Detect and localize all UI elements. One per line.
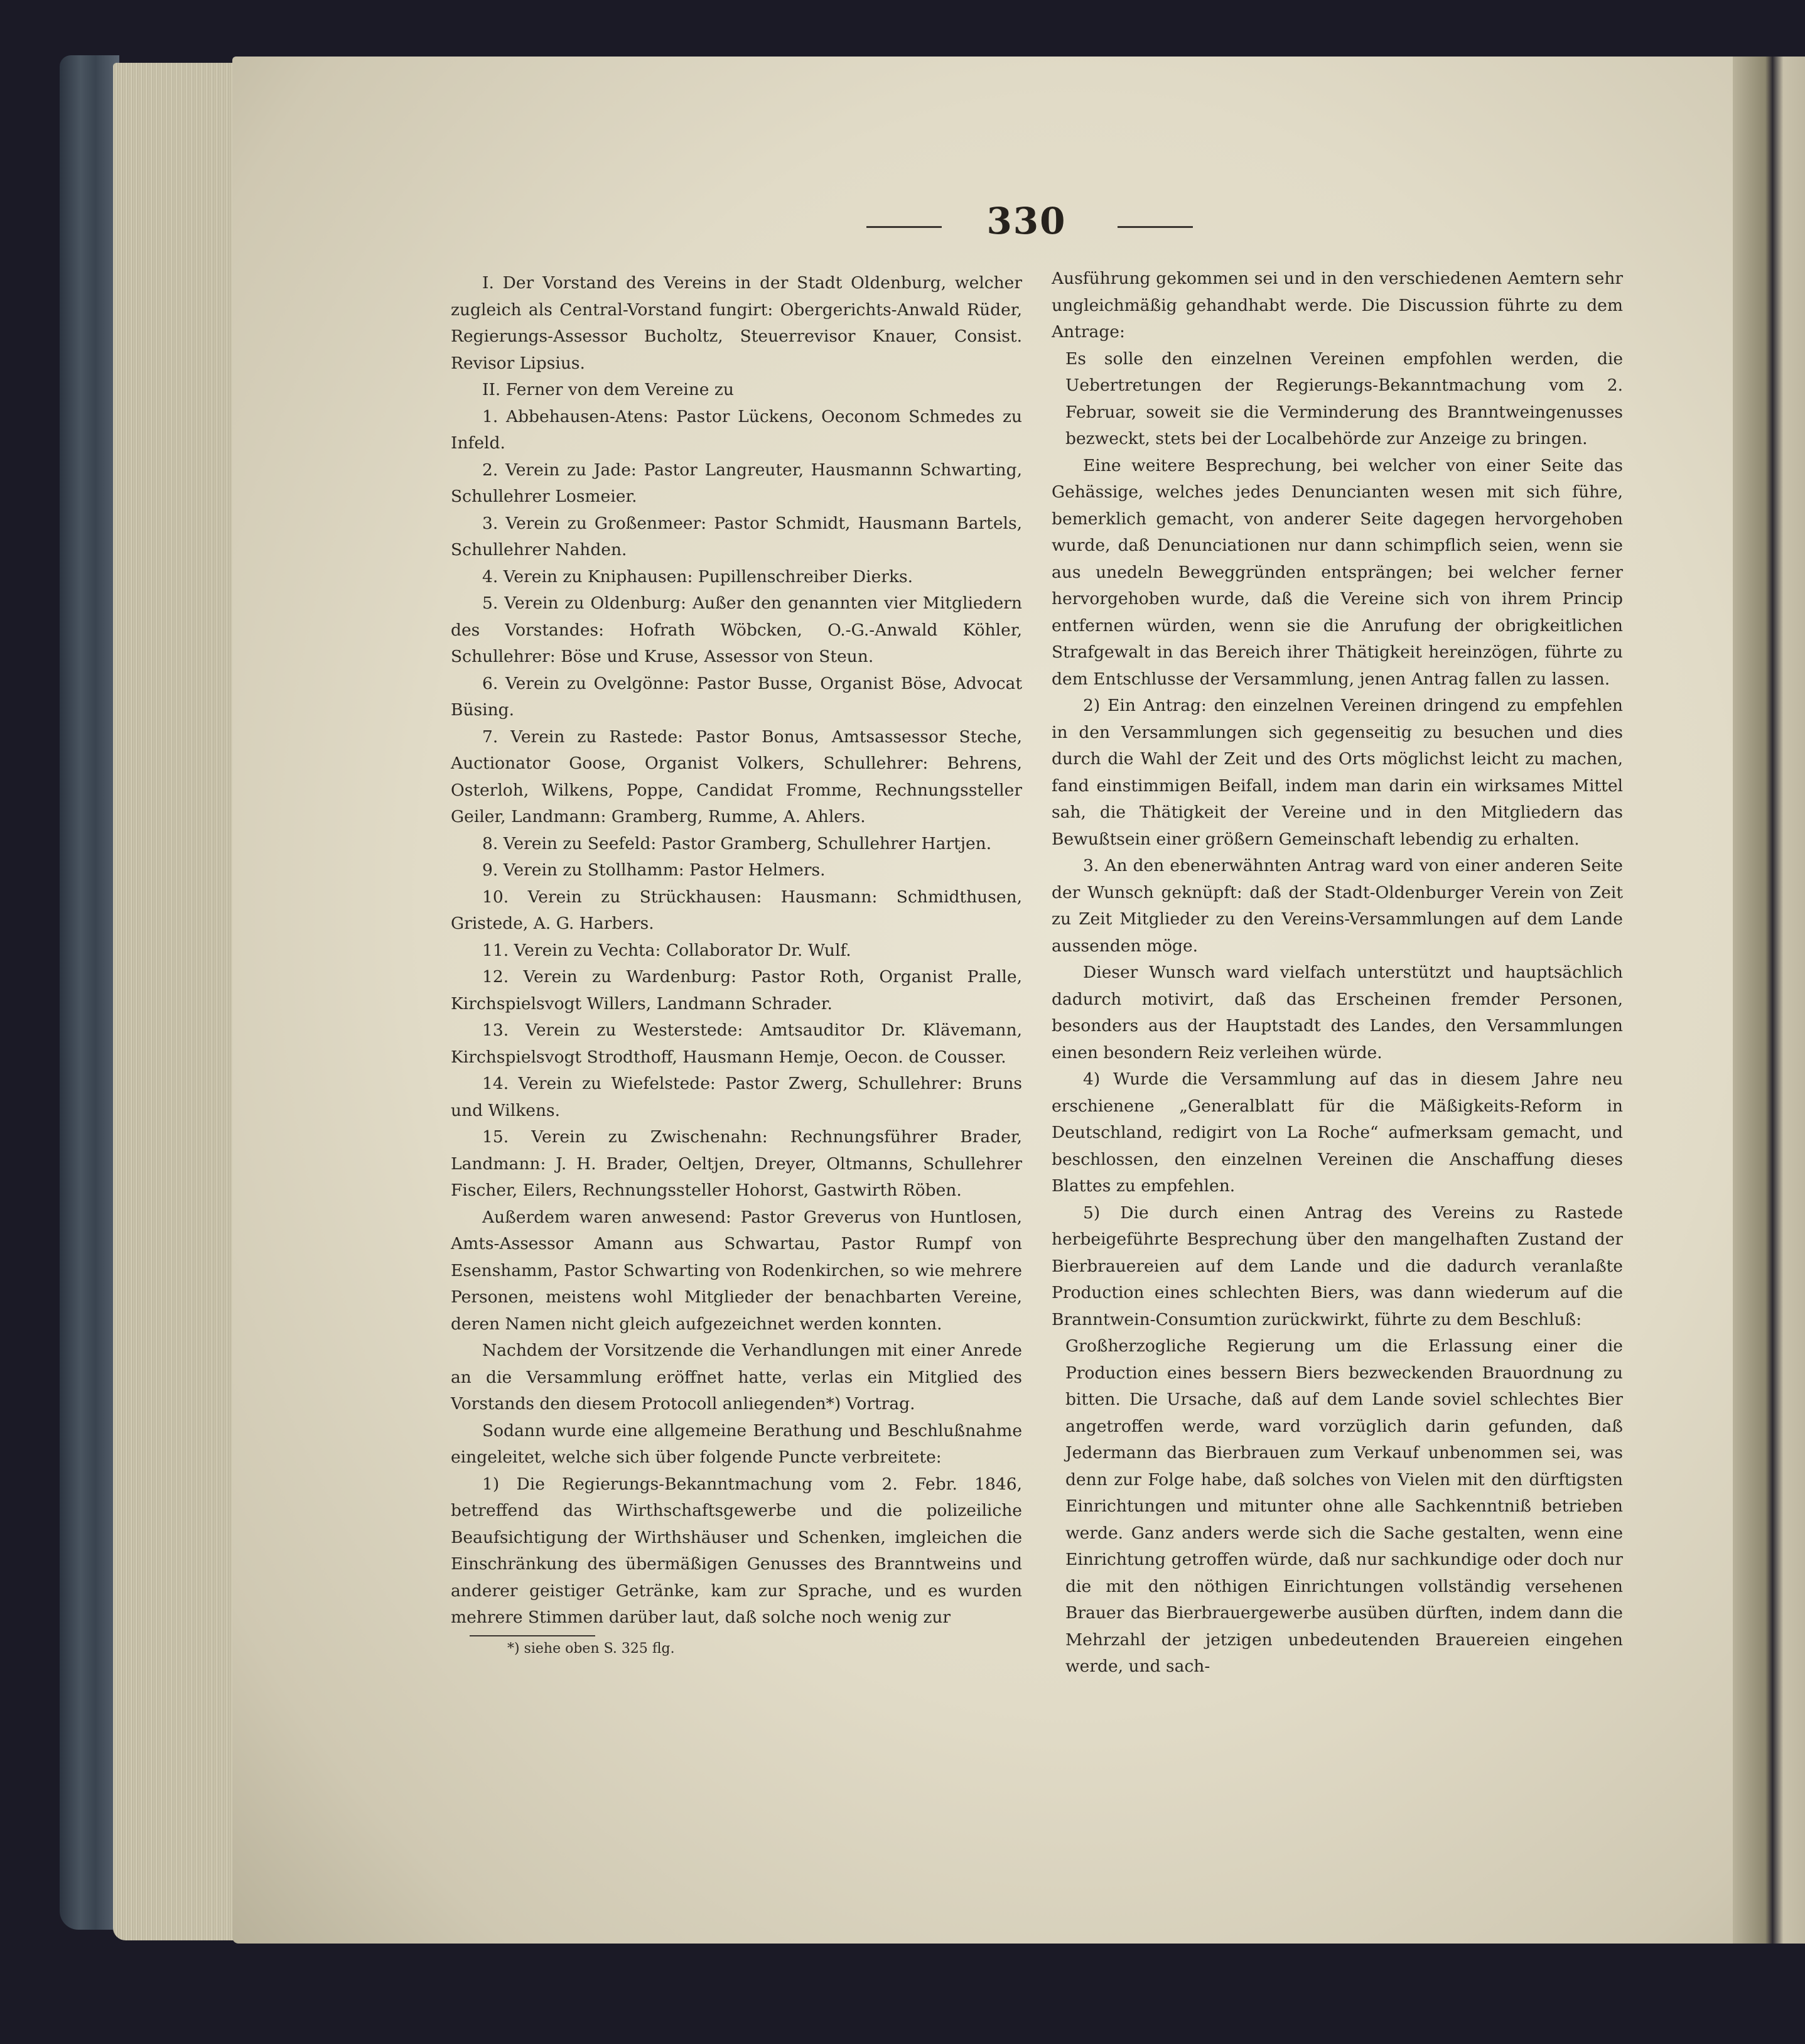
paragraph: 4) Wurde die Versammlung auf das in diesem Jahre neu erschienene „Generalblatt für die Mäßigkeits-Reform in Deutschland, redigirt von La Roche“ aufmerksam gemacht, und beschlossen, den einzelnen Vereinen die Anschaffung dieses Blattes zu empfehlen. (1052, 1069, 1623, 1196)
facing-page-gutter (1733, 57, 1805, 1944)
list-item: 15. Verein zu Zwischenahn: Rechnungsführer Brader, Landmann: J. H. Brader, Oeltjen, Dreyer, Oltmanns, Schullehrer Fischer, Eilers, Rechnungssteller Hohorst, Gastwirth Röben. (451, 1127, 1022, 1200)
list-item: 3. Verein zu Großenmeer: Pastor Schmidt, Hausmann Bartels, Schullehrer Nahden. (451, 513, 1022, 560)
paragraph: I. Der Vorstand des Vereins in der Stadt Oldenburg, welcher zugleich als Central-Vorstand fungirt: Obergerichts-Anwald Rüder, Regierungs-Assessor Bucholtz, Steuerrevisor Knauer, Consist. Revisor Lipsius. (451, 273, 1022, 373)
list-item: 5. Verein zu Oldenburg: Außer den genannten vier Mitgliedern des Vorstandes: Hofrath Wöbcken, O.-G.-Anwald Köhler, Schullehrer: Böse und Kruse, Assessor von Steun. (451, 593, 1022, 666)
paragraph: Dieser Wunsch ward vielfach unterstützt und hauptsächlich dadurch motivirt, daß das Erscheinen fremder Personen, besonders aus der Hauptstadt des Landes, den Versammlungen einen besondern Reiz verleihen würde. (1052, 963, 1623, 1063)
list-item: 6. Verein zu Ovelgönne: Pastor Busse, Organist Böse, Advocat Büsing. (451, 673, 1022, 720)
paragraph: 2) Ein Antrag: den einzelnen Vereinen dringend zu empfehlen in den Versammlungen sich gegenseitig zu besuchen und dies durch die Wahl der Zeit und des Orts möglichst leicht zu machen, fand einstimmigen Beifall, indem man darin ein wirksames Mittel sah, die Thätigkeit der Vereine und in den Mitgliedern das Bewußtsein einer größern Gemeinschaft lebendig zu erhalten. (1052, 696, 1623, 849)
paragraph: Außerdem waren anwesend: Pastor Greverus von Huntlosen, Amts-Assessor Amann aus Schwartau, Pastor Rumpf von Esenshamm, Pastor Schwarting von Rodenkirchen, so wie mehrere Personen, meistens wohl Mitglieder der benachbarten Vereine, deren Namen nicht gleich aufgezeichnet werden konnten. (451, 1207, 1022, 1334)
list-item: 4. Verein zu Kniphausen: Pupillenschreiber Dierks. (482, 566, 913, 587)
header-rule-right (1118, 226, 1193, 228)
resolution-block: Es solle den einzelnen Vereinen empfohlen werden, die Uebertretungen der Regierungs-Bekanntmachung vom 2. Februar, soweit sie die Verminderung des Branntweingenusses bezweckt, stets bei der Localbehörde zur Anzeige zu bringen. (1065, 349, 1623, 448)
list-item: 14. Verein zu Wiefelstede: Pastor Zwerg, Schullehrer: Bruns und Wilkens. (451, 1074, 1022, 1120)
page-header (866, 200, 1193, 242)
list-item: 2. Verein zu Jade: Pastor Langreuter, Hausmannn Schwarting, Schullehrer Losmeier. (451, 460, 1022, 506)
paragraph: 3. An den ebenerwähnten Antrag ward von einer anderen Seite der Wunsch geknüpft: daß der Stadt-Oldenburger Verein von Zeit zu Zeit Mitglieder zu den Vereins-Versammlungen auf dem Lande aussenden möge. (1052, 856, 1623, 956)
page-number: 330 (986, 200, 1067, 242)
list-item: 12. Verein zu Wardenburg: Pastor Roth, Organist Pralle, Kirchspielsvogt Willers, Landmann Schrader. (451, 967, 1022, 1014)
paragraph: 1) Die Regierungs-Bekanntmachung vom 2. Febr. 1846, betreffend das Wirthschaftsgewerbe und die polizeiliche Beaufsichtigung der Wirthshäuser und Schenken, imgleichen die Einschränkung des übermäßigen Genusses des Branntweins und anderer geistiger Getränke, kam zur Sprache, und es wurden mehrere Stimmen darüber laut, daß solche noch wenig zur (451, 1474, 1022, 1627)
list-item: 9. Verein zu Stollhamm: Pastor Helmers. (482, 860, 826, 880)
header-rule-left (866, 226, 942, 228)
list-item: 7. Verein zu Rastede: Pastor Bonus, Amtsassessor Steche, Auctionator Goose, Organist Volkers, Schullehrer: Behrens, Osterloh, Wilkens, Poppe, Candidat Fromme, Rechnungssteller Geiler, Landmann: Gramberg, Rumme, A. Ahlers. (451, 727, 1022, 826)
paragraph: II. Ferner von dem Vereine zu (482, 380, 734, 399)
list-item: 8. Verein zu Seefeld: Pastor Gramberg, Schullehrer Hartjen. (482, 833, 992, 853)
list-item: 11. Verein zu Vechta: Collaborator Dr. Wulf. (482, 940, 851, 960)
paragraph: Sodann wurde eine allgemeine Berathung und Beschlußnahme eingeleitet, welche sich über folgende Puncte verbreitete: (451, 1420, 1022, 1467)
paragraph: Nachdem der Vorsitzende die Verhandlungen mit einer Anrede an die Versammlung eröffnet hatte, verlas ein Mitglied des Vorstands den diesem Protocoll anliegenden*) Vortrag. (451, 1341, 1022, 1414)
list-item: 1. Abbehausen-Atens: Pastor Lückens, Oeconom Schmedes zu Infeld. (451, 406, 1022, 453)
list-item: 10. Verein zu Strückhausen: Hausmann: Schmidthusen, Gristede, A. G. Harbers. (451, 887, 1022, 933)
list-item: 13. Verein zu Westerstede: Amtsauditor Dr. Klävemann, Kirchspielsvogt Strodthoff, Hausmann Hemje, Oecon. de Cousser. (451, 1020, 1022, 1067)
footnote-rule (470, 1635, 595, 1636)
paragraph: Eine weitere Besprechung, bei welcher von einer Seite das Gehässige, welches jedes Denuncianten wesen mit sich führe, bemerklich gemacht, von anderer Seite dagegen hervorgehoben wurde, daß Denunciationen nur dann schimpflich seien, wenn sie aus unedeln Beweggründen entsprängen; bei welcher ferner hervorgehoben wurde, daß die Vereine sich von ihrem Princip entfernen würden, wenn sie die Anrufung der obrigkeitlichen Strafgewalt in das Bereich ihrer Thätigkeit hereinzögen, führte zu dem Entschlusse der Versammlung, jenen Antrag fallen zu lassen. (1052, 455, 1623, 689)
book-spine-edge (60, 55, 119, 1930)
footnote: *) siehe oben S. 325 flg. (507, 1640, 675, 1657)
right-column (1052, 266, 1623, 1680)
resolution-block: Großherzogliche Regierung um die Erlassung einer die Production eines bessern Biers bezweckenden Brauordnung zu bitten. Die Ursache, daß auf dem Lande soviel schlechtes Bier angetroffen werde, ward vorzüglich darin gefunden, daß Jedermann das Bierbrauen zum Verkauf unbenommen sei, was denn zur Folge habe, daß solches von Vielen mit den dürftigsten Einrichtungen und mitunter ohne alle Sachkenntniß betrieben werde. Ganz anders werde sich die Sache gestalten, wenn eine Einrichtung getroffen würde, daß nur sachkundige oder doch nur die mit den nöthigen Einrichtungen vollständig versehenen Brauer das Bierbrauergewerbe ausüben dürften, indem dann die Mehrzahl der jetzigen unbedeutenden Brauereien eingehen werde, und sach- (1065, 1336, 1623, 1676)
paragraph: Ausführung gekommen sei und in den verschiedenen Aemtern sehr ungleichmäßig gehandhabt werde. Die Discussion führte zu dem Antrage: (1052, 269, 1623, 342)
paragraph: 5) Die durch einen Antrag des Vereins zu Rastede herbeigeführte Besprechung über den mangelhaften Zustand der Bierbrauereien auf dem Lande und die dadurch veranlaßte Production eines schlechten Biers, was dann wiederum auf die Branntwein-Consumtion zurückwirkt, führte zu dem Beschluß: (1052, 1203, 1623, 1329)
left-column (451, 270, 1022, 1659)
